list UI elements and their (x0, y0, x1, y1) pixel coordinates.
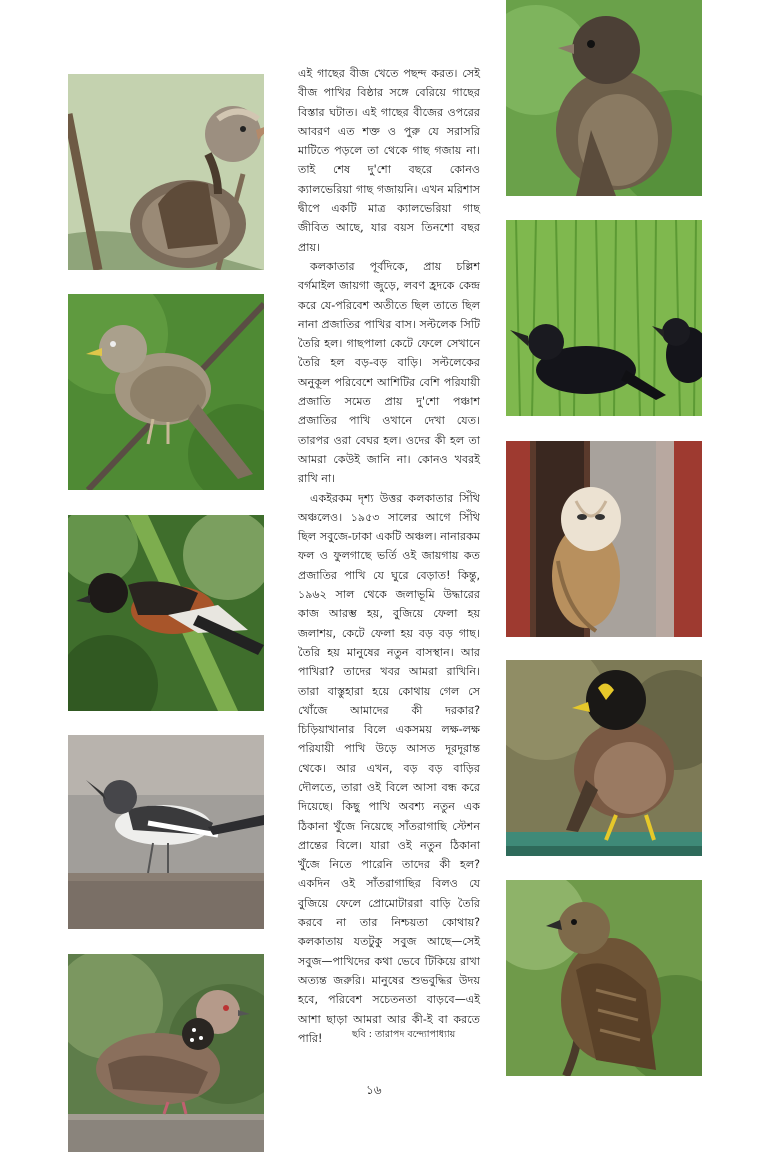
page-number: ১৬ (366, 1083, 382, 1097)
spotted-dove-photo (68, 954, 264, 1152)
treepie-photo (68, 515, 264, 711)
magpie-robin-image (68, 735, 264, 929)
myna-photo (506, 660, 702, 856)
kite-photo (506, 880, 702, 1076)
treepie-image (68, 515, 264, 711)
bulbul-photo (506, 0, 702, 196)
myna-image (506, 660, 702, 856)
photo-credit: ছবি : তারাপদ বন্দ্যোপাধ্যায় (352, 1029, 456, 1040)
barn-owl-photo (506, 441, 702, 637)
bulbul-image (506, 0, 702, 196)
article-paragraph: কলকাতার পূর্বদিকে, প্রায় চল্লিশ বর্গমাইল জায়গা জুড়ে, লবণ হ্রদকে কেন্দ্র করে যে-পরিবেশ অতীতে ছিল তাতে ছিল নানা প্রজাতির পাখির বাস। সল্টলেক সিটি তৈরি হল। গাছপালা কেটে ফেলে সেখানে তৈরি হল বড়-বড় বাড়ি। সল্টলেকের অনুকূল পরিবেশে আশিটির বেশি পরিযায়ী প্রজাতি সমেত প্রায় দু'শো পঞ্চাশ প্রজাতির পাখি ওখানে দেখা যেত। তারপর ওরা বেঘর হল। ওদের কী হল তা আমরা কেউই জানি না। কোনও খবরই রাখি না। (298, 259, 480, 486)
sparrow-image (68, 74, 264, 270)
article-paragraph: একইরকম দৃশ্য উত্তর কলকাতার সিঁথি অঞ্চলেও। ১৯৫৩ সালের আগে সিঁথি ছিল সবুজে-ঢাকা একটি অঞ্চল। নানারকম ফল ও ফুলগাছে ভর্তি ওই জায়গায় কত প্রজাতির পাখি যে ঘুরে বেড়াত! কিন্তু, ১৯৬২ সাল থেকে জলাভূমি উদ্ধারের কাজ আরম্ভ হয়, বুজিয়ে ফেলা হয় জলাশয়, কেটে ফেলা হয় বড় বড় গাছ। তৈরি হয় মানুষের নতুন বাসস্থান। আর পাখিরা? তাদের খবর আমরা রাখিনি। তারা বাস্তুহারা হয়ে কোথায় গেল সে খোঁজে আমাদের কী দরকার? চিড়িয়াখানার বিলে একসময় লক্ষ-লক্ষ পরিযায়ী পাখি উড়ে আসত দূরদূরান্ত থেকে। আর এখন, বড় বড় বাড়ির দৌলতে, তারা ওই বিলে আসা বন্ধ করে দিয়েছে। কিছু পাখি অবশ্য নতুন এক ঠিকানা খুঁজে নিয়েছে সাঁতরাগাছি স্টেশন প্রান্তের বিলে। যারা ওই নতুন ঠিকানা খুঁজে নিতে পারেনি তাদের কী হল? একদিন ওই সাঁতরাগাছির বিলও যে বুজিয়ে ফেলে প্রোমোটাররা বাড়ি তৈরি করবে না তার নিশ্চয়তা কোথায়? কলকাতায় যতটুকু সবুজ আছে—সেই সবুজ—পাখিদের কথা ভেবে টিকিয়ে রাখা অত্যন্ত জরুরি। মানুষের শুভবুদ্ধির উদয় হবে, পরিবেশ সচেতনতা বাড়বে—এই আশা ছাড়া আমরা আর কী-ই বা করতে পারি! (298, 491, 480, 1045)
article-paragraph: এই গাছের বীজ খেতে পছন্দ করত। সেই বীজ পাখির বিষ্ঠার সঙ্গে বেরিয়ে গাছের বিস্তার ঘটাত। এই গাছের বীজের ওপরের আবরণ এত শক্ত ও পুরু যে সরাসরি মাটিতে পড়লে তা থেকে গাছ গজায় না। তাই শেষ দু'শো বছরে কোনও ক্যালভেরিয়া গাছ গজায়নি। এখন মরিশাস দ্বীপে একটি মাত্র ক্যালভেরিয়া গাছ জীবিত আছে, যার বয়স তিনশো বছর প্রায়। (298, 67, 480, 254)
crows-image (506, 220, 702, 416)
barn-owl-image (506, 441, 702, 637)
crows-photo (506, 220, 702, 416)
spotted-dove-image (68, 954, 264, 1152)
babbler-photo (68, 294, 264, 490)
magpie-robin-photo (68, 735, 264, 929)
article-body (298, 64, 480, 1048)
kite-image (506, 880, 702, 1076)
sparrow-photo (68, 74, 264, 270)
babbler-image (68, 294, 264, 490)
